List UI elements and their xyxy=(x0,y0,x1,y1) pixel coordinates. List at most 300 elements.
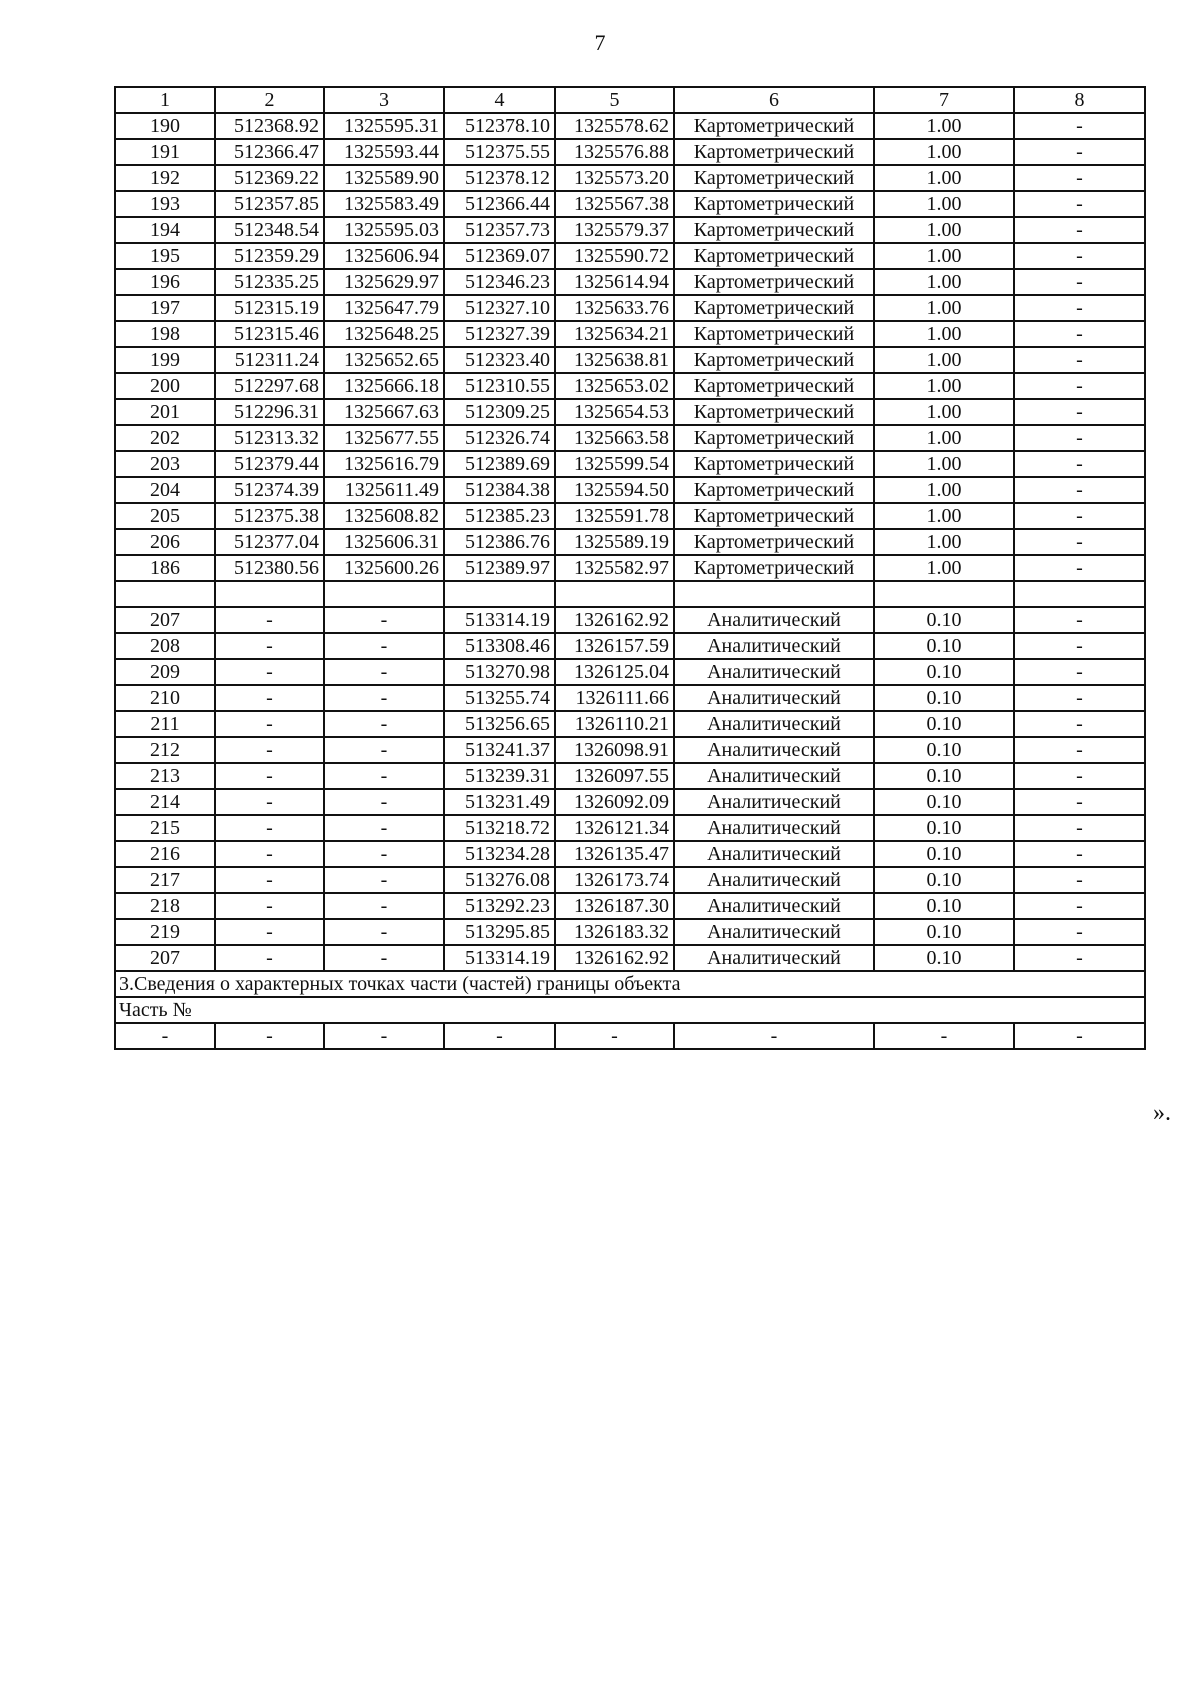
table-cell: 202 xyxy=(115,425,215,451)
table-cell: 194 xyxy=(115,217,215,243)
table-cell: - xyxy=(1014,139,1145,165)
table-cell: - xyxy=(1014,191,1145,217)
table-row xyxy=(115,217,1145,243)
table-cell: 217 xyxy=(115,867,215,893)
table-cell: 513234.28 xyxy=(444,841,555,867)
column-header: 2 xyxy=(215,87,324,113)
table-cell: - xyxy=(115,1023,215,1049)
table-cell: 512323.40 xyxy=(444,347,555,373)
table-cell: 1.00 xyxy=(874,165,1014,191)
table-cell: 212 xyxy=(115,737,215,763)
table-cell: 512377.04 xyxy=(215,529,324,555)
table-cell: 1325591.78 xyxy=(555,503,674,529)
table-cell: 1325589.90 xyxy=(324,165,444,191)
table-cell: 1325677.55 xyxy=(324,425,444,451)
table-row xyxy=(115,711,1145,737)
table-cell: 512311.24 xyxy=(215,347,324,373)
table-cell: 1325638.81 xyxy=(555,347,674,373)
table-cell: 192 xyxy=(115,165,215,191)
table-cell: 513239.31 xyxy=(444,763,555,789)
table-row xyxy=(115,607,1145,633)
table-cell: 0.10 xyxy=(874,893,1014,919)
table-cell: 512359.29 xyxy=(215,243,324,269)
part-label-row xyxy=(115,997,1145,1023)
closing-quote: ». xyxy=(1153,1100,1171,1126)
table-cell: 196 xyxy=(115,269,215,295)
page-number: 7 xyxy=(594,30,606,55)
column-header: 6 xyxy=(674,87,874,113)
table-cell: Аналитический xyxy=(674,711,874,737)
table-cell: 1326162.92 xyxy=(555,945,674,971)
table-cell: 0.10 xyxy=(874,659,1014,685)
table-cell: 512357.73 xyxy=(444,217,555,243)
table-cell: - xyxy=(1014,503,1145,529)
table-cell: - xyxy=(324,737,444,763)
table-cell: 195 xyxy=(115,243,215,269)
table-cell: 1326098.91 xyxy=(555,737,674,763)
table-cell: 1325599.54 xyxy=(555,451,674,477)
table-row xyxy=(115,633,1145,659)
table-cell: 513308.46 xyxy=(444,633,555,659)
table-cell: 1325593.44 xyxy=(324,139,444,165)
table-cell: 512375.55 xyxy=(444,139,555,165)
table-cell: 1325647.79 xyxy=(324,295,444,321)
table-cell: 198 xyxy=(115,321,215,347)
table-row xyxy=(115,555,1145,581)
table-cell: 1.00 xyxy=(874,425,1014,451)
table-cell: Аналитический xyxy=(674,607,874,633)
table-cell: 1325653.02 xyxy=(555,373,674,399)
table-cell: 203 xyxy=(115,451,215,477)
table-cell: 1325663.58 xyxy=(555,425,674,451)
table-cell: - xyxy=(1014,399,1145,425)
table-cell: 1325573.20 xyxy=(555,165,674,191)
table-row xyxy=(115,451,1145,477)
table-cell: 214 xyxy=(115,789,215,815)
header-row xyxy=(115,87,1145,113)
table-cell: 0.10 xyxy=(874,763,1014,789)
table-cell: - xyxy=(215,633,324,659)
table-cell: - xyxy=(324,789,444,815)
table-row xyxy=(115,191,1145,217)
table-cell: - xyxy=(324,815,444,841)
table-cell: 513314.19 xyxy=(444,607,555,633)
table-cell: - xyxy=(215,711,324,737)
table-cell: - xyxy=(1014,633,1145,659)
table-row xyxy=(115,893,1145,919)
table-cell: 1326121.34 xyxy=(555,815,674,841)
table-cell: 512366.47 xyxy=(215,139,324,165)
table-cell: Картометрический xyxy=(674,321,874,347)
column-header: 3 xyxy=(324,87,444,113)
table-cell: 201 xyxy=(115,399,215,425)
table-cell: 0.10 xyxy=(874,737,1014,763)
table-cell: 199 xyxy=(115,347,215,373)
table-row xyxy=(115,165,1145,191)
table-cell: - xyxy=(324,711,444,737)
section-title: 3.Сведения о характерных точках части (частей) границы объекта xyxy=(115,971,1145,997)
table-cell: - xyxy=(1014,1023,1145,1049)
table-cell: 513292.23 xyxy=(444,893,555,919)
table-cell: - xyxy=(215,737,324,763)
table-cell: 1.00 xyxy=(874,373,1014,399)
table-cell: - xyxy=(1014,763,1145,789)
table-cell: 1325608.82 xyxy=(324,503,444,529)
table-cell: 219 xyxy=(115,919,215,945)
table-cell: 1.00 xyxy=(874,451,1014,477)
table-cell: - xyxy=(1014,867,1145,893)
table-cell: - xyxy=(215,763,324,789)
table-cell: 512379.44 xyxy=(215,451,324,477)
table-cell: - xyxy=(324,841,444,867)
table-cell: Картометрический xyxy=(674,477,874,503)
table-cell: 512384.38 xyxy=(444,477,555,503)
table-cell: 0.10 xyxy=(874,607,1014,633)
table-cell: - xyxy=(324,919,444,945)
table-cell: 1325606.94 xyxy=(324,243,444,269)
table-row xyxy=(115,919,1145,945)
table-row xyxy=(115,529,1145,555)
table-cell: Картометрический xyxy=(674,425,874,451)
table-row xyxy=(115,243,1145,269)
table-cell: 186 xyxy=(115,555,215,581)
table-cell: Картометрический xyxy=(674,191,874,217)
table-row xyxy=(115,373,1145,399)
table-cell xyxy=(555,581,674,607)
empty-separator-row xyxy=(115,581,1145,607)
table-cell: 512327.39 xyxy=(444,321,555,347)
table-cell: Аналитический xyxy=(674,659,874,685)
table-cell: 1325595.03 xyxy=(324,217,444,243)
table-row xyxy=(115,945,1145,971)
table-cell: Аналитический xyxy=(674,841,874,867)
table-cell: 0.10 xyxy=(874,867,1014,893)
table-cell: 1.00 xyxy=(874,399,1014,425)
table-row xyxy=(115,269,1145,295)
table-cell: 207 xyxy=(115,607,215,633)
table-cell: 210 xyxy=(115,685,215,711)
table-cell: 1325611.49 xyxy=(324,477,444,503)
table-cell: 1325578.62 xyxy=(555,113,674,139)
table-cell: 512315.46 xyxy=(215,321,324,347)
table-cell: 512375.38 xyxy=(215,503,324,529)
table-row xyxy=(115,841,1145,867)
table-cell: 1.00 xyxy=(874,269,1014,295)
table-cell: 1.00 xyxy=(874,191,1014,217)
table-cell: - xyxy=(215,945,324,971)
table-cell: Аналитический xyxy=(674,737,874,763)
table-cell: 513314.19 xyxy=(444,945,555,971)
table-row xyxy=(115,503,1145,529)
table-cell: 1.00 xyxy=(874,217,1014,243)
table-cell: 1326157.59 xyxy=(555,633,674,659)
table-cell: 1325629.97 xyxy=(324,269,444,295)
table-cell: 512297.68 xyxy=(215,373,324,399)
table-cell: 513255.74 xyxy=(444,685,555,711)
table-row xyxy=(115,737,1145,763)
table-cell: - xyxy=(1014,529,1145,555)
table-cell: 193 xyxy=(115,191,215,217)
table-cell: 206 xyxy=(115,529,215,555)
table-cell: - xyxy=(1014,425,1145,451)
table-cell: - xyxy=(1014,893,1145,919)
table-cell: Картометрический xyxy=(674,243,874,269)
table-cell: 209 xyxy=(115,659,215,685)
table-cell: 216 xyxy=(115,841,215,867)
table-cell: - xyxy=(215,1023,324,1049)
table-row xyxy=(115,867,1145,893)
table-cell: 1326135.47 xyxy=(555,841,674,867)
table-cell: Картометрический xyxy=(674,555,874,581)
table-cell: 1.00 xyxy=(874,477,1014,503)
table-cell: 0.10 xyxy=(874,633,1014,659)
table-cell: Картометрический xyxy=(674,503,874,529)
table-cell: Картометрический xyxy=(674,269,874,295)
column-header: 4 xyxy=(444,87,555,113)
table-cell: Аналитический xyxy=(674,815,874,841)
table-cell: 512313.32 xyxy=(215,425,324,451)
table-cell: 512380.56 xyxy=(215,555,324,581)
table-cell: - xyxy=(1014,919,1145,945)
table-cell: 1325582.97 xyxy=(555,555,674,581)
table-cell: 0.10 xyxy=(874,685,1014,711)
table-cell: 0.10 xyxy=(874,945,1014,971)
table-cell: 512385.23 xyxy=(444,503,555,529)
table-cell: 1326097.55 xyxy=(555,763,674,789)
table-cell: 513256.65 xyxy=(444,711,555,737)
table-cell: - xyxy=(1014,841,1145,867)
table-row xyxy=(115,425,1145,451)
table-cell: 1326162.92 xyxy=(555,607,674,633)
table-cell: 1325579.37 xyxy=(555,217,674,243)
table-cell: - xyxy=(1014,373,1145,399)
table-cell: Аналитический xyxy=(674,919,874,945)
table-cell: - xyxy=(444,1023,555,1049)
table-cell: - xyxy=(215,789,324,815)
table-cell: 204 xyxy=(115,477,215,503)
table-cell xyxy=(1014,581,1145,607)
table-cell: - xyxy=(1014,295,1145,321)
table-row xyxy=(115,295,1145,321)
table-cell: - xyxy=(324,867,444,893)
table-cell: 1.00 xyxy=(874,529,1014,555)
table-cell: - xyxy=(1014,945,1145,971)
table-cell: 512296.31 xyxy=(215,399,324,425)
table-cell: - xyxy=(215,919,324,945)
table-cell: 1325590.72 xyxy=(555,243,674,269)
table-cell: 512389.97 xyxy=(444,555,555,581)
section-title-row xyxy=(115,971,1145,997)
table-cell: 197 xyxy=(115,295,215,321)
table-cell: - xyxy=(1014,269,1145,295)
table-cell: 512357.85 xyxy=(215,191,324,217)
table-cell: - xyxy=(1014,685,1145,711)
table-row xyxy=(115,477,1145,503)
table-cell: 1325595.31 xyxy=(324,113,444,139)
table-cell: - xyxy=(215,867,324,893)
table-cell: - xyxy=(324,763,444,789)
table-cell: - xyxy=(1014,789,1145,815)
table-cell: 1326111.66 xyxy=(555,685,674,711)
table-cell: 1.00 xyxy=(874,113,1014,139)
table-cell: 513231.49 xyxy=(444,789,555,815)
table-cell: 200 xyxy=(115,373,215,399)
table-cell: 1325600.26 xyxy=(324,555,444,581)
table-cell: 1325652.65 xyxy=(324,347,444,373)
table-cell: 1326125.04 xyxy=(555,659,674,685)
table-cell: 512335.25 xyxy=(215,269,324,295)
table-cell: Картометрический xyxy=(674,295,874,321)
table-cell: 512369.07 xyxy=(444,243,555,269)
column-header: 8 xyxy=(1014,87,1145,113)
coordinates-table xyxy=(114,86,1146,1050)
table-cell: 0.10 xyxy=(874,789,1014,815)
table-cell: - xyxy=(324,685,444,711)
table-cell: - xyxy=(1014,321,1145,347)
table-cell: - xyxy=(1014,659,1145,685)
table-cell: Картометрический xyxy=(674,113,874,139)
table-cell: 208 xyxy=(115,633,215,659)
table-row xyxy=(115,321,1145,347)
table-cell: - xyxy=(1014,555,1145,581)
table-cell: - xyxy=(1014,243,1145,269)
table-cell: Аналитический xyxy=(674,763,874,789)
table-cell: 512348.54 xyxy=(215,217,324,243)
table-cell xyxy=(444,581,555,607)
table-row xyxy=(115,347,1145,373)
table-cell: - xyxy=(1014,113,1145,139)
table-cell: 513276.08 xyxy=(444,867,555,893)
table-cell: 512327.10 xyxy=(444,295,555,321)
table-cell: - xyxy=(324,945,444,971)
table-cell: 1325576.88 xyxy=(555,139,674,165)
table-cell: 1325654.53 xyxy=(555,399,674,425)
table-cell: - xyxy=(1014,607,1145,633)
table-cell xyxy=(115,581,215,607)
table-cell: - xyxy=(215,815,324,841)
part-data-row xyxy=(115,1023,1145,1049)
table-cell: 512315.19 xyxy=(215,295,324,321)
table-cell: - xyxy=(1014,451,1145,477)
table-cell: Аналитический xyxy=(674,685,874,711)
table-cell: 512366.44 xyxy=(444,191,555,217)
table-cell: Картометрический xyxy=(674,529,874,555)
table-cell: 1.00 xyxy=(874,347,1014,373)
table-cell: Картометрический xyxy=(674,373,874,399)
table-cell: 512378.10 xyxy=(444,113,555,139)
table-cell: 0.10 xyxy=(874,841,1014,867)
table-cell: 211 xyxy=(115,711,215,737)
table-cell: - xyxy=(215,841,324,867)
table-cell: 1325567.38 xyxy=(555,191,674,217)
table-cell: Картометрический xyxy=(674,139,874,165)
table-row xyxy=(115,815,1145,841)
table-cell: 1325666.18 xyxy=(324,373,444,399)
table-cell: Аналитический xyxy=(674,945,874,971)
table-cell: 218 xyxy=(115,893,215,919)
table-cell: - xyxy=(1014,737,1145,763)
table-cell: 513270.98 xyxy=(444,659,555,685)
table-cell: 1326173.74 xyxy=(555,867,674,893)
table-cell: - xyxy=(324,633,444,659)
table-cell: 1.00 xyxy=(874,139,1014,165)
table-cell: - xyxy=(215,607,324,633)
table-cell: - xyxy=(324,893,444,919)
table-cell: Аналитический xyxy=(674,867,874,893)
table-cell: - xyxy=(215,685,324,711)
table-cell xyxy=(874,581,1014,607)
table-cell: 207 xyxy=(115,945,215,971)
table-cell: Картометрический xyxy=(674,451,874,477)
table-cell: 513218.72 xyxy=(444,815,555,841)
table-cell: Аналитический xyxy=(674,633,874,659)
table-cell: 1.00 xyxy=(874,503,1014,529)
table-row xyxy=(115,113,1145,139)
table-cell: 512309.25 xyxy=(444,399,555,425)
table-cell: 512386.76 xyxy=(444,529,555,555)
table-cell: - xyxy=(1014,711,1145,737)
column-header: 1 xyxy=(115,87,215,113)
table-cell: 513295.85 xyxy=(444,919,555,945)
table-cell: Картометрический xyxy=(674,347,874,373)
table-row xyxy=(115,763,1145,789)
table-cell: 1325583.49 xyxy=(324,191,444,217)
table-cell: 0.10 xyxy=(874,919,1014,945)
table-cell: Картометрический xyxy=(674,165,874,191)
table-row xyxy=(115,139,1145,165)
table-row xyxy=(115,399,1145,425)
table-cell: Аналитический xyxy=(674,893,874,919)
table-cell: 191 xyxy=(115,139,215,165)
table-cell xyxy=(324,581,444,607)
table-cell: - xyxy=(324,607,444,633)
table-cell: 1326183.32 xyxy=(555,919,674,945)
table-cell: 512369.22 xyxy=(215,165,324,191)
table-cell: 512389.69 xyxy=(444,451,555,477)
table-cell: 1325667.63 xyxy=(324,399,444,425)
table-cell: - xyxy=(1014,217,1145,243)
table-cell: 1325648.25 xyxy=(324,321,444,347)
table-cell: 0.10 xyxy=(874,815,1014,841)
table-cell: 1325614.94 xyxy=(555,269,674,295)
table-cell: 1325634.21 xyxy=(555,321,674,347)
table-cell: 1326110.21 xyxy=(555,711,674,737)
table-cell xyxy=(674,581,874,607)
table-row xyxy=(115,789,1145,815)
table-cell: - xyxy=(1014,477,1145,503)
table-cell: - xyxy=(324,1023,444,1049)
table-cell: 512378.12 xyxy=(444,165,555,191)
table-row xyxy=(115,685,1145,711)
table-cell: 512310.55 xyxy=(444,373,555,399)
table-cell: 512368.92 xyxy=(215,113,324,139)
column-header: 5 xyxy=(555,87,674,113)
table-cell: 512326.74 xyxy=(444,425,555,451)
table-cell: - xyxy=(1014,165,1145,191)
table-cell: Картометрический xyxy=(674,217,874,243)
table-cell: 1325594.50 xyxy=(555,477,674,503)
table-cell: 1326187.30 xyxy=(555,893,674,919)
table-cell: Картометрический xyxy=(674,399,874,425)
table-cell: 513241.37 xyxy=(444,737,555,763)
table-cell: - xyxy=(1014,347,1145,373)
table-cell: 215 xyxy=(115,815,215,841)
table-cell: 1.00 xyxy=(874,243,1014,269)
table-cell: - xyxy=(215,659,324,685)
table-cell: 1325616.79 xyxy=(324,451,444,477)
table-cell: Аналитический xyxy=(674,789,874,815)
table-cell: 1325589.19 xyxy=(555,529,674,555)
